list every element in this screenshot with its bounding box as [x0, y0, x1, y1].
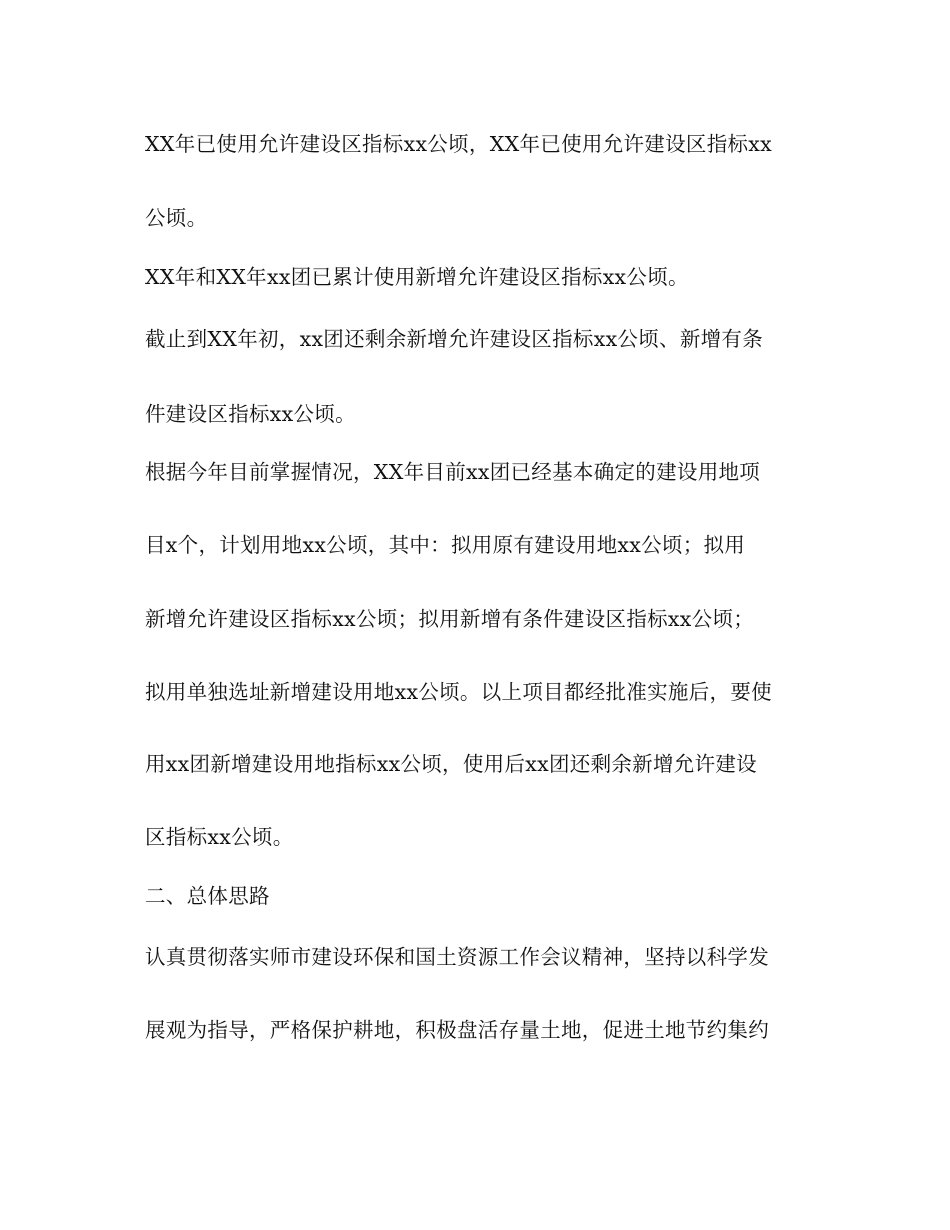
text-line: 件建设区指标xx公顷。 — [145, 402, 356, 426]
text-line: XX年和XX年xx团已累计使用新增允许建设区指标xx公顷。 — [145, 265, 689, 289]
text-line: XX年已使用允许建设区指标xx公顷，XX年已使用允许建设区指标xx — [145, 132, 773, 156]
text-line: 拟用单独选址新增建设用地xx公顷。以上项目都经批准实施后，要使 — [145, 680, 772, 704]
text-line: 认真贯彻落实师市建设环保和国土资源工作会议精神，坚持以科学发 — [145, 945, 769, 969]
text-line: 新增允许建设区指标xx公顷；拟用新增有条件建设区指标xx公顷； — [145, 607, 755, 631]
section-heading: 二、总体思路 — [145, 884, 270, 908]
text-line: 目x个，计划用地xx公顷，其中：拟用原有建设用地xx公顷；拟用 — [145, 533, 746, 557]
text-line: 展观为指导，严格保护耕地，积极盘活存量土地，促进土地节约集约 — [145, 1018, 769, 1042]
text-line: 用xx团新增建设用地指标xx公顷，使用后xx团还剩余新增允许建设 — [145, 752, 757, 776]
text-line: 公顷。 — [145, 206, 208, 230]
text-line: 区指标xx公顷。 — [145, 825, 294, 849]
text-line: 截止到XX年初，xx团还剩余新增允许建设区指标xx公顷、新增有条 — [145, 327, 764, 351]
text-line: 根据今年目前掌握情况，XX年目前xx团已经基本确定的建设用地项 — [145, 460, 761, 484]
